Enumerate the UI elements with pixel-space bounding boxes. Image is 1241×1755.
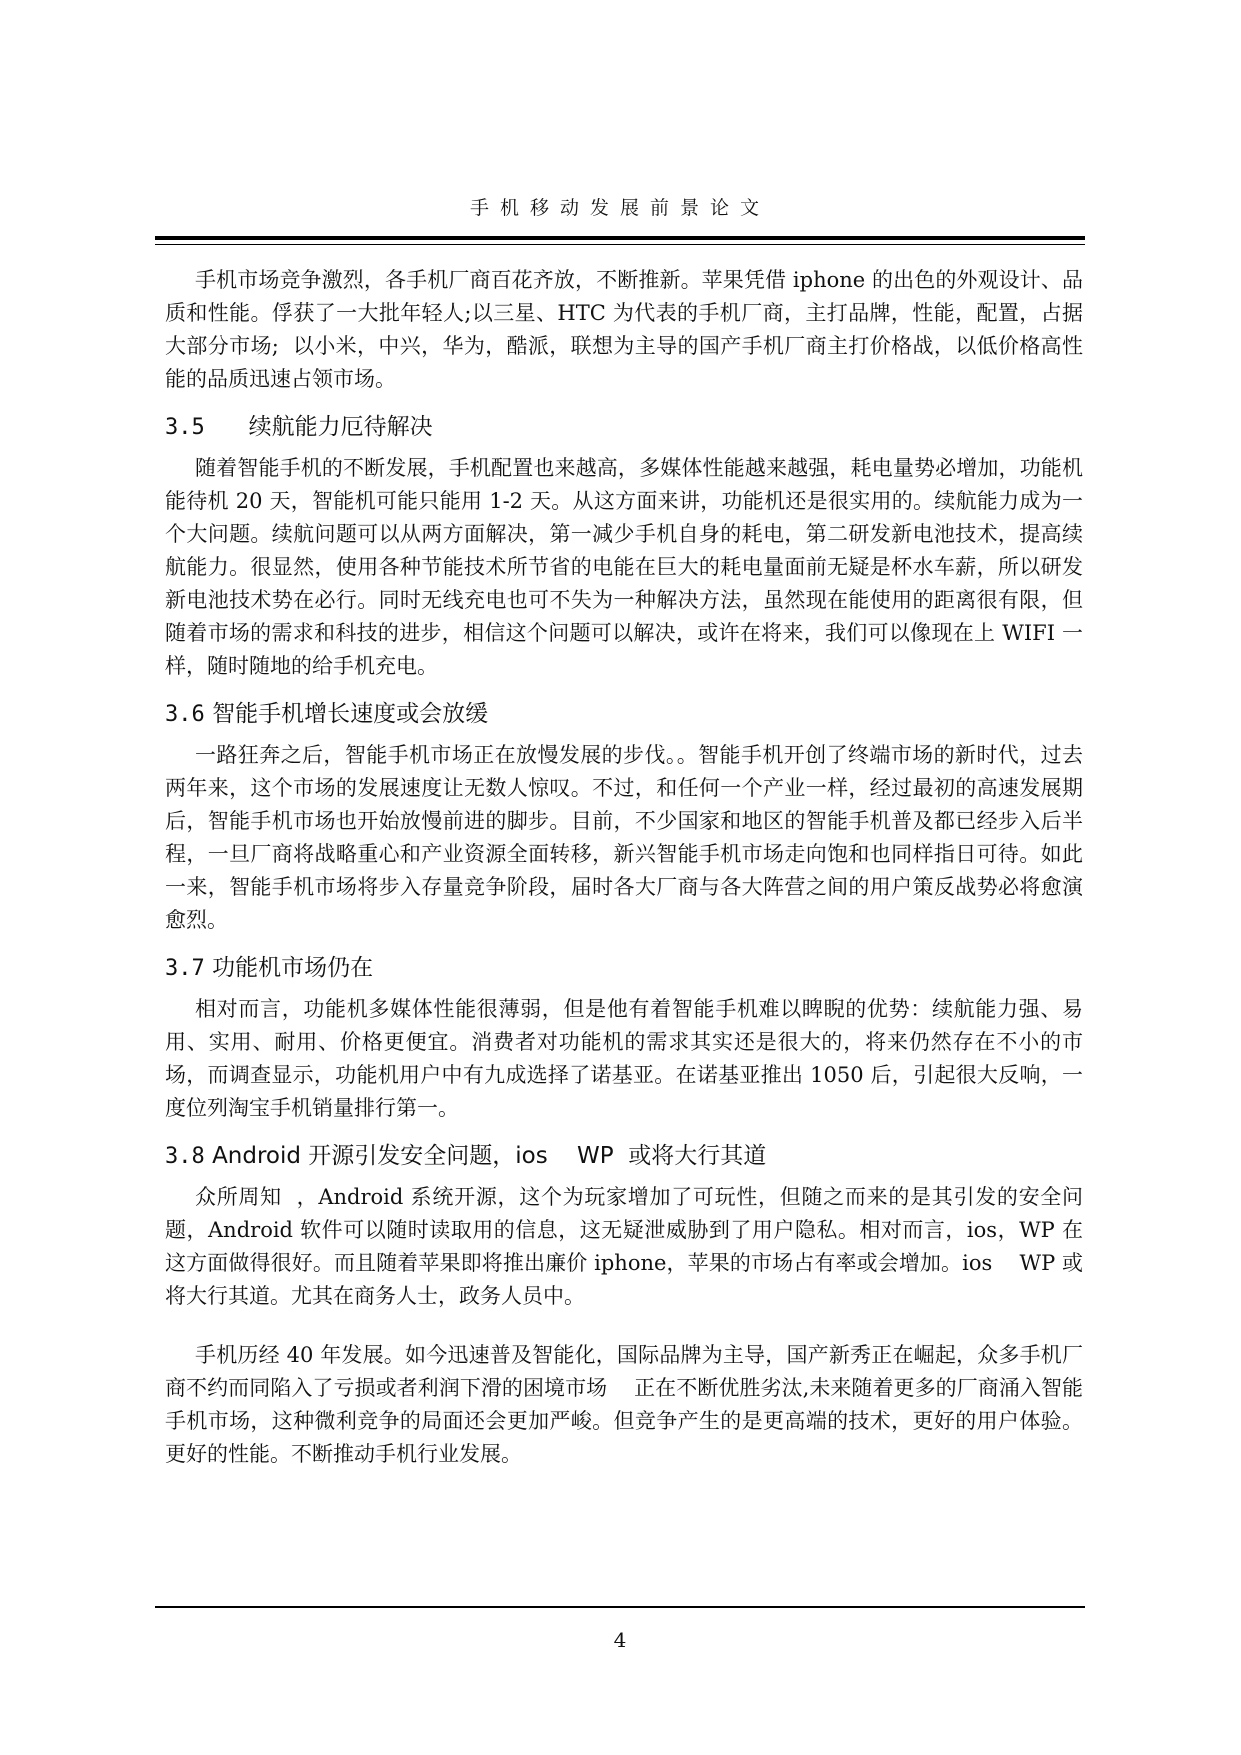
section-heading-3-7	[165, 951, 1083, 986]
document-body	[165, 264, 1083, 1471]
section-title: 功能机市场仍在	[212, 955, 374, 981]
section-number: 3.8	[165, 1144, 205, 1169]
section-paragraph-3-6: 一路狂奔之后，智能手机市场正在放慢发展的步伐。。智能手机开创了终端市场的新时代，过去两年来，这个市场的发展速度让无数人惊叹。不过，和任何一个产业一样，经过最初的高速发展期后，智能手机市场也开始放慢前进的脚步。目前，不少国家和地区的智能手机普及都已经步入后半程，一旦厂商将战略重心和产业资源全面转移，新兴智能手机市场走向饱和也同样指日可待。如此一来，智能手机市场将步入存量竞争阶段，届时各大厂商与各大阵营之间的用户策反战势必将愈演愈烈。	[165, 743, 1083, 932]
section-paragraph-3-8: 众所周知 ，Android 系统开源，这个为玩家增加了可玩性，但随之而来的是其引发的安全问题，Android 软件可以随时读取用的信息，这无疑泄威胁到了用户隐私。相对而言，ios，WP 在这方面做得很好。而且随着苹果即将推出廉价 iphone，苹果的市场占有率或会增加。ios WP 或将大行其道。尤其在商务人士，政务人员中。	[165, 1185, 1083, 1308]
section-paragraph-3-7: 相对而言，功能机多媒体性能很薄弱，但是他有着智能手机难以睥睨的优势：续航能力强、易用、实用、耐用、价格更便宜。消费者对功能机的需求其实还是很大的，将来仍然存在不小的市场，而调查显示，功能机用户中有九成选择了诺基亚。在诺基亚推出 1050 后，引起很大反响，一度位列淘宝手机销量排行第一。	[165, 997, 1083, 1120]
header-rule-thin	[155, 244, 1085, 245]
section-heading-3-6	[165, 697, 1083, 732]
running-header-title: 手机移动发展前景论文	[469, 197, 770, 219]
section-paragraph-3-5: 随着智能手机的不断发展，手机配置也来越高，多媒体性能越来越强，耗电量势必增加，功能机能待机 20 天，智能机可能只能用 1-2 天。从这方面来讲，功能机还是很实用的。续航能力成为一个大问题。续航问题可以从两方面解决，第一减少手机自身的耗电，第二研发新电池技术，提高续航能力。很显然，使用各种节能技术所节省的电能在巨大的耗电量面前无疑是杯水车薪，所以研发新电池技术势在必行。同时无线充电也可不失为一种解决方法，虽然现在能使用的距离很有限，但随着市场的需求和科技的进步，相信这个问题可以解决，或许在将来，我们可以像现在上 WIFI 一样，随时随地的给手机充电。	[165, 456, 1083, 678]
section-number: 3.7	[165, 956, 205, 981]
section-heading-3-8	[165, 1139, 1083, 1174]
section-number: 3.6	[165, 702, 205, 727]
section-title: 续航能力厄待解决	[248, 414, 433, 440]
intro-paragraph: 手机市场竞争激烈，各手机厂商百花齐放，不断推新。苹果凭借 iphone 的出色的外观设计、品质和性能。俘获了一大批年轻人;以三星、HTC 为代表的手机厂商，主打品牌，性能，配置，占据大部分市场; 以小米，中兴，华为，酷派，联想为主导的国产手机厂商主打价格战，以低价格高性能的品质迅速占领市场。	[165, 268, 1084, 391]
section-number: 3.5	[165, 415, 205, 440]
section-title: Android 开源引发安全问题，ios WP 或将大行其道	[212, 1143, 767, 1169]
page-number: 4	[613, 1628, 627, 1652]
paragraph-spacer	[165, 1313, 1083, 1339]
section-heading-3-5	[165, 410, 1083, 445]
footer-rule	[155, 1606, 1085, 1608]
conclusion-paragraph: 手机历经 40 年发展。如今迅速普及智能化，国际品牌为主导，国产新秀正在崛起，众多手机厂商不约而同陷入了亏损或者利润下滑的困境市场 正在不断优胜劣汰,未来随着更多的厂商涌入智能手机市场，这种微利竞争的局面还会更加严峻。但竞争产生的是更高端的技术，更好的用户体验。更好的性能。不断推动手机行业发展。	[165, 1343, 1083, 1466]
header-rule-thick	[155, 236, 1085, 240]
section-title: 智能手机增长速度或会放缓	[212, 701, 489, 727]
